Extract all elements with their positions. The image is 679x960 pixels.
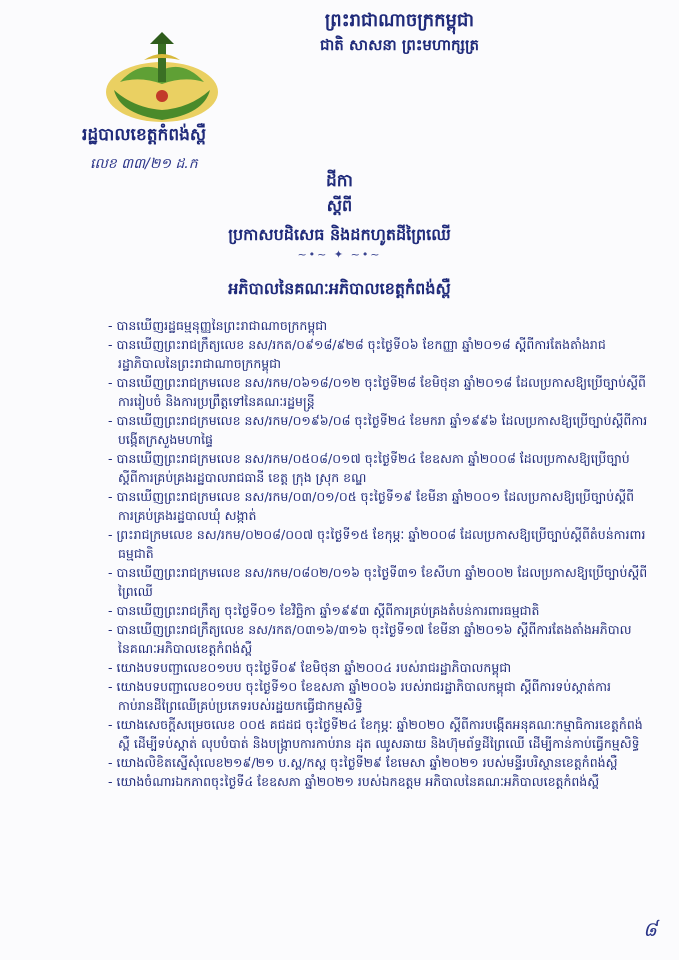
list-item: - យោងបទបញ្ជាលេខ០១បប ចុះថ្ងៃទី១០ ខែឧសភា ឆ្នាំ២០០៦ របស់រាជរដ្ឋាភិបាលកម្ពុជា ស្តីពីការទប់ស្កាត់ការកាប់រានដីព្រៃឈើគ្រប់ប្រភេទរបស់រដ្ឋយកធ្វើជាកម្មសិទ្ធិ bbox=[108, 679, 611, 713]
list-item: - យោងលិខិតស្នើសុំលេខ២១៩/២១ ប.ស្ព/កស្ព ចុះថ្ងៃទី២៩ ខែមេសា ឆ្នាំ២០២១ របស់មន្ទីរបរិស្ថានខេត្តកំពង់ស្ពឺ bbox=[108, 755, 618, 770]
national-motto: ជាតិ សាសនា ព្រះមហាក្សត្រ bbox=[320, 36, 479, 54]
list-item: - បានឃើញព្រះរាជក្រឹត្យលេខ នស/រកត/០៩១៨/៩២៨ ចុះថ្ងៃទី០៦ ខែកញ្ញា ឆ្នាំ២០១៨ ស្តីពីការតែងតាំងរាជរដ្ឋាភិបាលនៃព្រះរាជាណាចក្រកម្ពុជា bbox=[108, 337, 606, 371]
list-item: - បានឃើញព្រះរាជក្រមលេខ នស/រកម/០៣/០១/០៥ ចុះថ្ងៃទី១៩ ខែមីនា ឆ្នាំ២០០១ ដែលប្រកាសឱ្យប្រើច្បាប់ស្តីពីការគ្រប់គ្រងរដ្ឋបាលឃុំ សង្កាត់ bbox=[108, 489, 635, 523]
list-item: - បានឃើញរដ្ឋធម្មនុញ្ញនៃព្រះរាជាណាចក្រកម្ពុជា bbox=[108, 318, 328, 333]
list-item: - បានឃើញព្រះរាជក្រមលេខ នស/រកម/០៦១៨/០១២ ចុះថ្ងៃទី២៨ ខែមិថុនា ឆ្នាំ២០១៨ ដែលប្រកាសឱ្យប្រើច្បាប់ស្តីពីការរៀបចំ និងការប្រព្រឹត្តទៅនៃគណៈរដ្ឋមន្ត្រី bbox=[108, 375, 646, 409]
kingdom-heading: ព្រះរាជាណាចក្រកម្ពុជា bbox=[324, 10, 475, 31]
reference-number: លេខ ៣៣/២១ ដ.ក bbox=[90, 156, 198, 172]
issuer-title: អភិបាលនៃគណៈអភិបាលខេត្តកំពង់ស្ពឺ bbox=[228, 279, 451, 298]
list-item: - ព្រះរាជក្រមលេខ នស/រកម/០២០៨/០០៧ ចុះថ្ងៃទី១៥ ខែកុម្ភៈ ឆ្នាំ២០០៨ ដែលប្រកាសឱ្យប្រើច្បាប់ស្តីពីតំបន់ការពារធម្មជាតិ bbox=[108, 527, 646, 561]
issuing-authority: រដ្ឋបាលខេត្តកំពង់ស្ពឺ bbox=[82, 125, 207, 145]
page-number: ៨ bbox=[642, 917, 657, 941]
legal-basis-list bbox=[108, 316, 648, 791]
document-about: ស្តីពី bbox=[326, 196, 353, 215]
list-item: - យោងសេចក្តីសម្រេចលេខ ០០៥ គជដជ ចុះថ្ងៃទី២៤ ខែកុម្ភៈ ឆ្នាំ២០២០ ស្តីពីការបង្កើតអនុគណៈកម្មាធិការខេត្តកំពង់ស្ពឺ ដើម្បីទប់ស្កាត់ លុបបំបាត់ និងបង្រ្កាបការកាប់រាន ដុត ឈូសឆាយ និងហ៊ុមព័ទ្ធដីព្រៃឈើ ដើម្បីកាន់កាប់ធ្វើកម្មសិទ្ធិ bbox=[108, 717, 643, 751]
document-type: ដីកា bbox=[326, 171, 353, 191]
list-item: - យោងបទបញ្ជាលេខ០១បប ចុះថ្ងៃទី០៩ ខែមិថុនា ឆ្នាំ២០០៤ របស់រាជរដ្ឋាភិបាលកម្ពុជា bbox=[108, 660, 512, 675]
list-item: - បានឃើញព្រះរាជក្រមលេខ នស/រកម/០១៩៦/០៨ ចុះថ្ងៃទី២៤ ខែមករា ឆ្នាំ១៩៩៦ ដែលប្រកាសឱ្យប្រើច្បាប់ស្តីពីការបង្កើតក្រសួងមហាផ្ទៃ bbox=[108, 413, 648, 447]
list-item: - បានឃើញព្រះរាជក្រមលេខ នស/រកម/០៥០៨/០១៧ ចុះថ្ងៃទី២៤ ខែឧសភា ឆ្នាំ២០០៨ ដែលប្រកាសឱ្យប្រើច្បាប់ស្តីពីការគ្រប់គ្រងរដ្ឋបាលរាជធានី ខេត្ត ក្រុង ស្រុក ខណ្ឌ bbox=[108, 451, 630, 485]
list-item: - បានឃើញព្រះរាជក្រឹត្យលេខ នស/រកត/០៣១៦/៣១៦ ចុះថ្ងៃទី១៧ ខែមីនា ឆ្នាំ២០១៦ ស្តីពីការតែងតាំងអភិបាលនៃគណៈអភិបាលខេត្តកំពង់ស្ពឺ bbox=[108, 622, 632, 656]
provincial-seal-logo bbox=[100, 30, 225, 125]
ornament-divider: ~•~ ✦ ~•~ bbox=[297, 248, 382, 261]
document-subject: ប្រកាសបដិសេធ និងដកហូតដីព្រៃឈើ bbox=[228, 225, 451, 244]
list-item: - បានឃើញព្រះរាជក្រឹត្យ ចុះថ្ងៃទី០១ ខែវិច្ឆិកា ឆ្នាំ១៩៩៣ ស្តីពីការគ្រប់គ្រងតំបន់ការពារធម្មជាតិ bbox=[108, 603, 540, 618]
list-item: - បានឃើញព្រះរាជក្រមលេខ នស/រកម/០៨០២/០១៦ ចុះថ្ងៃទី៣១ ខែសីហា ឆ្នាំ២០០២ ដែលប្រកាសឱ្យប្រើច្បាប់ស្តីពីព្រៃឈើ bbox=[108, 565, 648, 599]
list-item: - យោងចំណារឯកភាពចុះថ្ងៃទី៤ ខែឧសភា ឆ្នាំ២០២១ របស់ឯកឧត្តម អភិបាលនៃគណៈអភិបាលខេត្តកំពង់ស្ពឺ bbox=[108, 774, 600, 789]
